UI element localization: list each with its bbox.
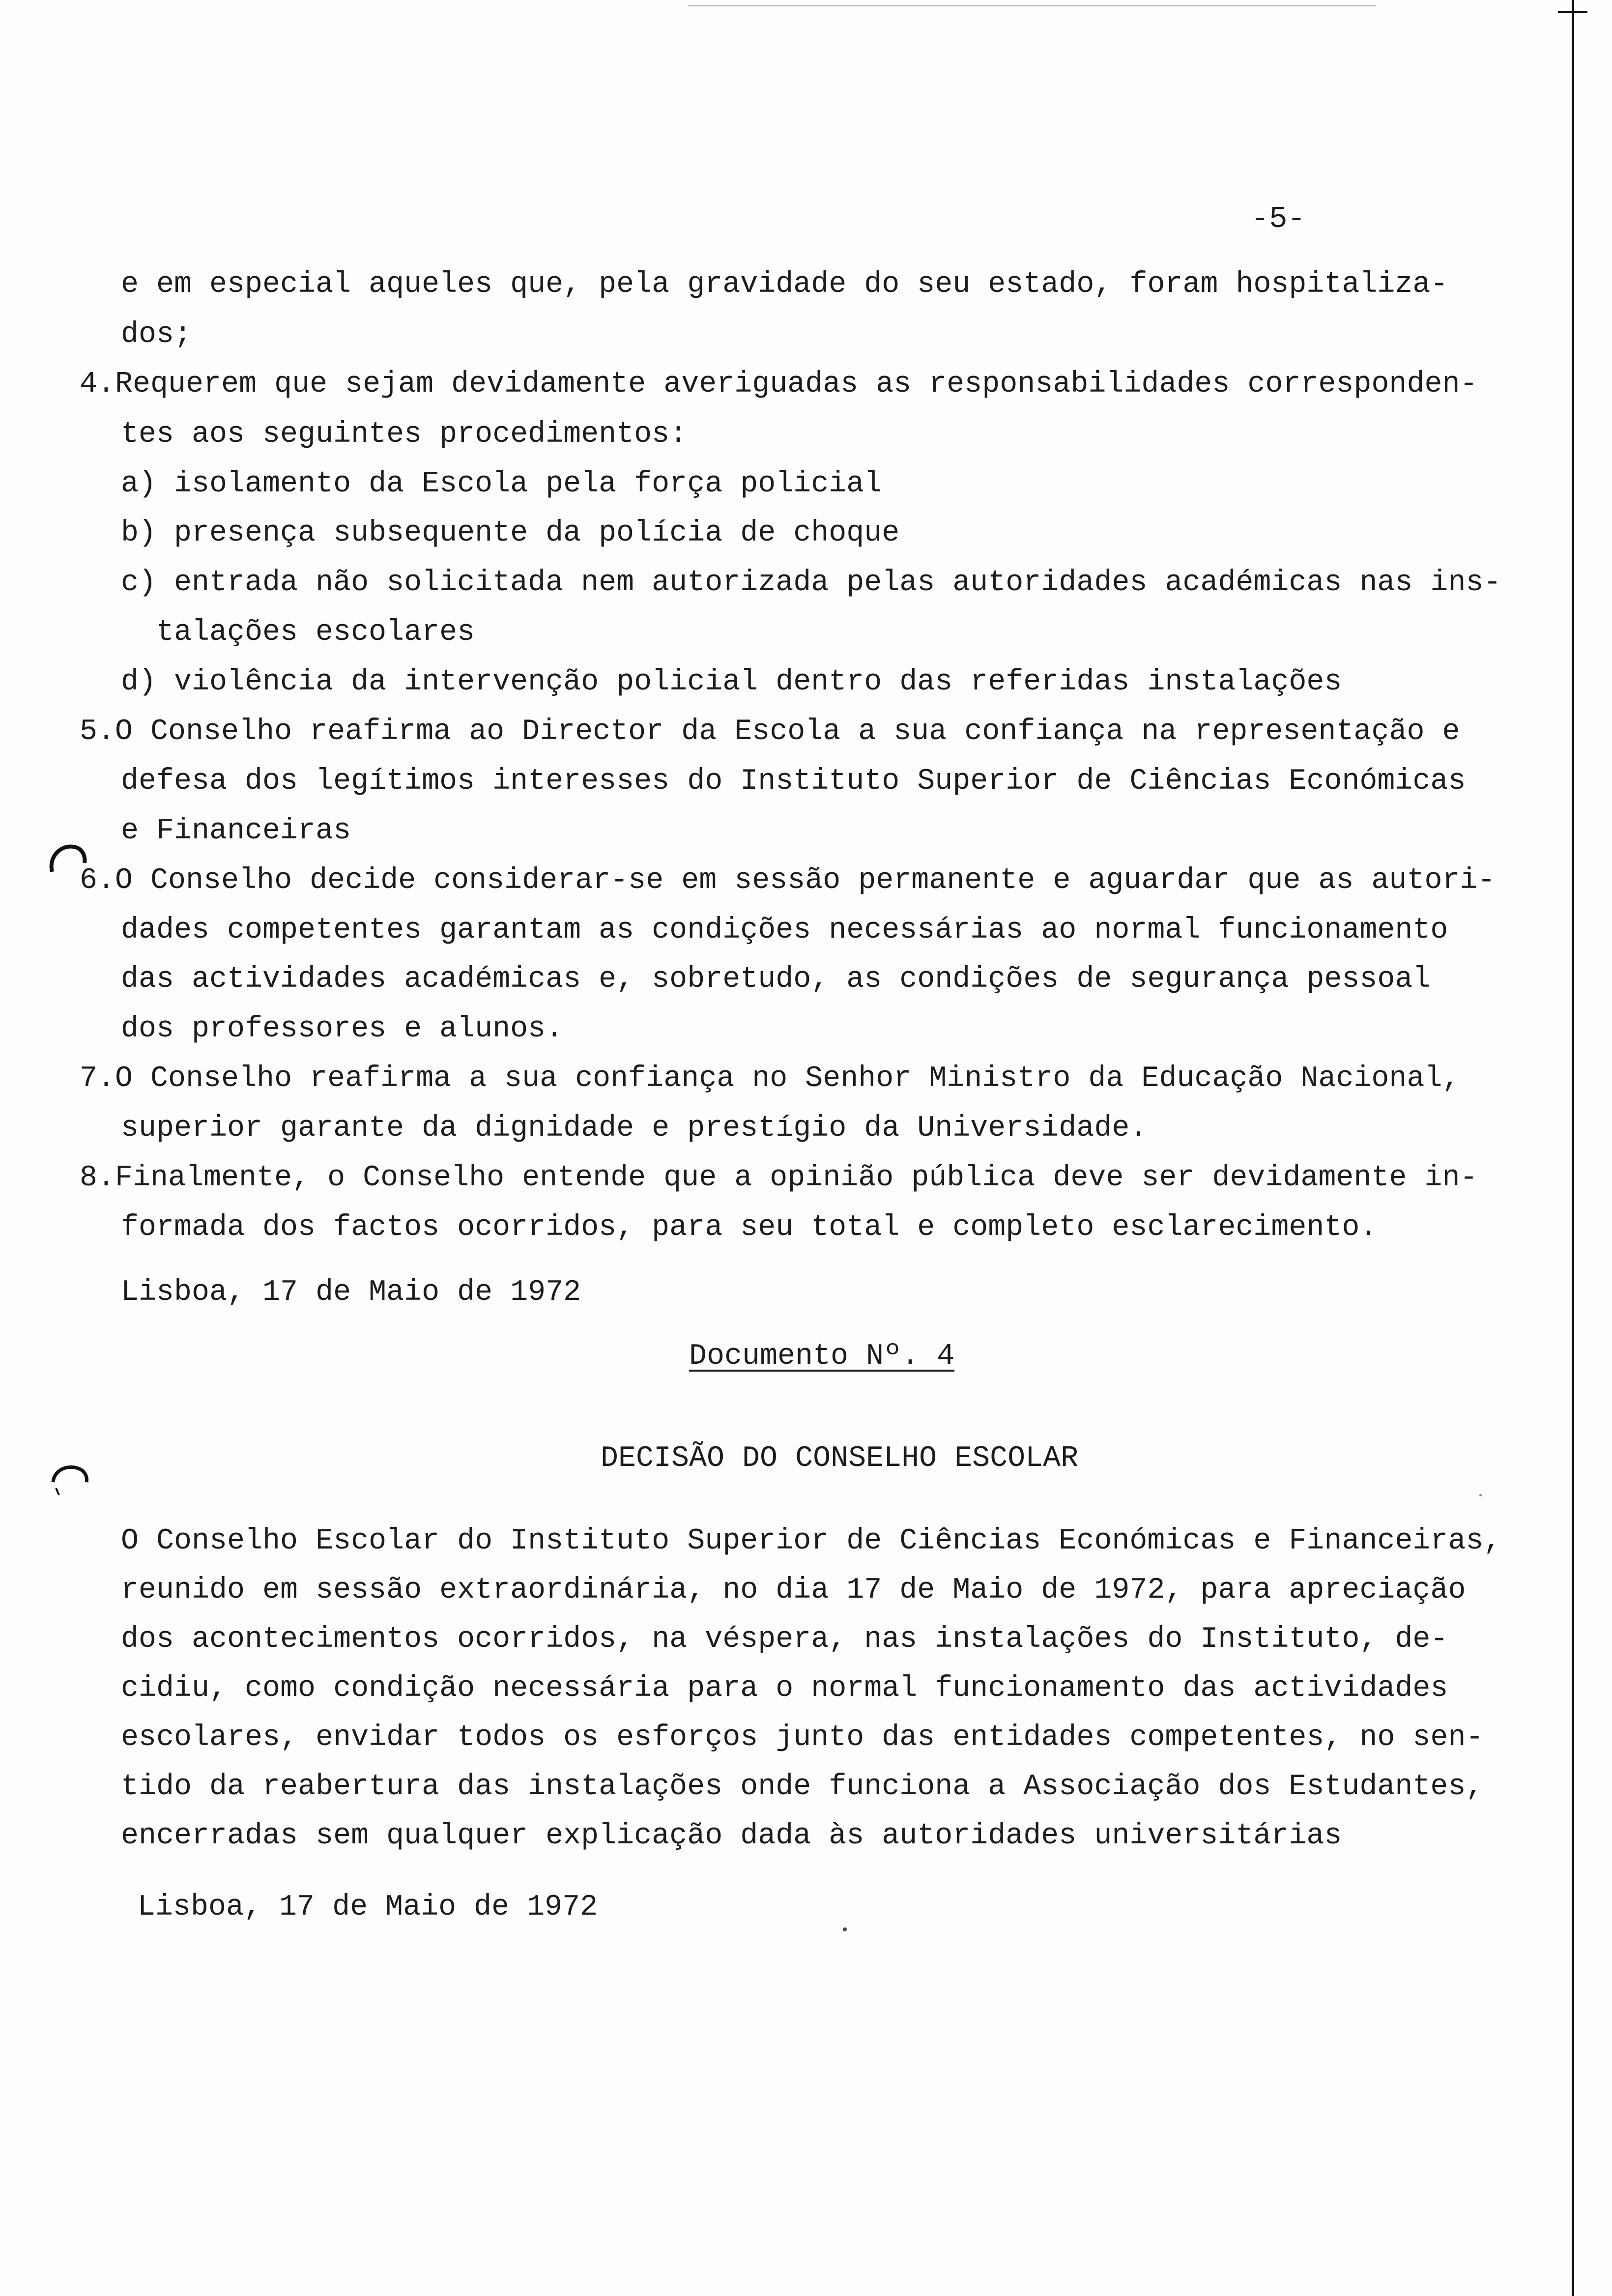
sub-list-item: a) isolamento da Escola pela força policial: [121, 467, 882, 501]
text-line: superior garante da dignidade e prestígio da Universidade.: [121, 1112, 1148, 1145]
text-line: reunido em sessão extraordinária, no dia 17 de Maio de 1972, para apreciação: [121, 1574, 1466, 1607]
text-line: dos;: [121, 318, 192, 351]
right-margin-rule: [1572, 0, 1574, 2296]
ink-speck: [1479, 1494, 1482, 1496]
page-number: -5-: [1251, 201, 1306, 236]
text-line: talações escolares: [156, 616, 475, 649]
text-line: encerradas sem qualquer explicação dada às autoridades universitárias: [121, 1819, 1342, 1853]
text-line: formada dos factos ocorridos, para seu total e completo esclarecimento.: [121, 1211, 1378, 1244]
decision-title: DECISÃO DO CONSELHO ESCOLAR: [601, 1442, 1079, 1475]
date-line: Lisboa, 17 de Maio de 1972: [138, 1891, 598, 1924]
text-line: dades competentes garantam as condições necessárias ao normal funcionamento: [121, 914, 1448, 947]
text-line: e em especial aqueles que, pela gravidade do seu estado, foram hospitaliza-: [121, 268, 1448, 301]
list-item: 7.O Conselho reafirma a sua confiança no Senhor Ministro da Educação Nacional,: [80, 1062, 1460, 1095]
scan-artifact: [688, 5, 1376, 6]
sub-list-item: d) violência da intervenção policial dentro das referidas instalações: [121, 665, 1342, 699]
text-line: defesa dos legítimos interesses do Instituto Superior de Ciências Económicas: [121, 765, 1466, 798]
text-line: tido da reabertura das instalações onde funciona a Associação dos Estudantes,: [121, 1770, 1484, 1804]
list-item: 5.O Conselho reafirma ao Director da Escola a sua confiança na representação e: [80, 715, 1460, 748]
text-line: das actividades académicas e, sobretudo, as condições de segurança pessoal: [121, 963, 1431, 996]
text-line: tes aos seguintes procedimentos:: [121, 418, 688, 451]
text-line: e Financeiras: [121, 814, 351, 848]
date-line: Lisboa, 17 de Maio de 1972: [121, 1276, 581, 1309]
sub-list-item: b) presença subsequente da polícia de choque: [121, 517, 900, 550]
ink-speck: [843, 1927, 847, 1931]
sub-list-item: c) entrada não solicitada nem autorizada pelas autoridades académicas nas ins-: [121, 566, 1501, 600]
text-line: dos acontecimentos ocorridos, na véspera, nas instalações do Instituto, de-: [121, 1623, 1448, 1656]
text-line: dos professores e alunos.: [121, 1012, 564, 1046]
list-item: 8.Finalmente, o Conselho entende que a opinião pública deve ser devidamente in-: [80, 1161, 1478, 1195]
margin-tick-mark: [1558, 11, 1587, 13]
text-line: cidiu, como condição necessária para o normal funcionamento das actividades: [121, 1672, 1448, 1705]
document-heading: Documento Nº. 4: [689, 1340, 955, 1373]
text-line: escolares, envidar todos os esforços junto das entidades competentes, no sen-: [121, 1721, 1484, 1754]
punch-hole-icon: [49, 1463, 89, 1498]
list-item: 4.Requerem que sejam devidamente averiguadas as responsabilidades corresponden-: [80, 368, 1478, 401]
text-line: O Conselho Escolar do Instituto Superior de Ciências Económicas e Financeiras,: [121, 1524, 1501, 1558]
list-item: 6.O Conselho decide considerar-se em sessão permanente e aguardar que as autori-: [80, 864, 1496, 897]
